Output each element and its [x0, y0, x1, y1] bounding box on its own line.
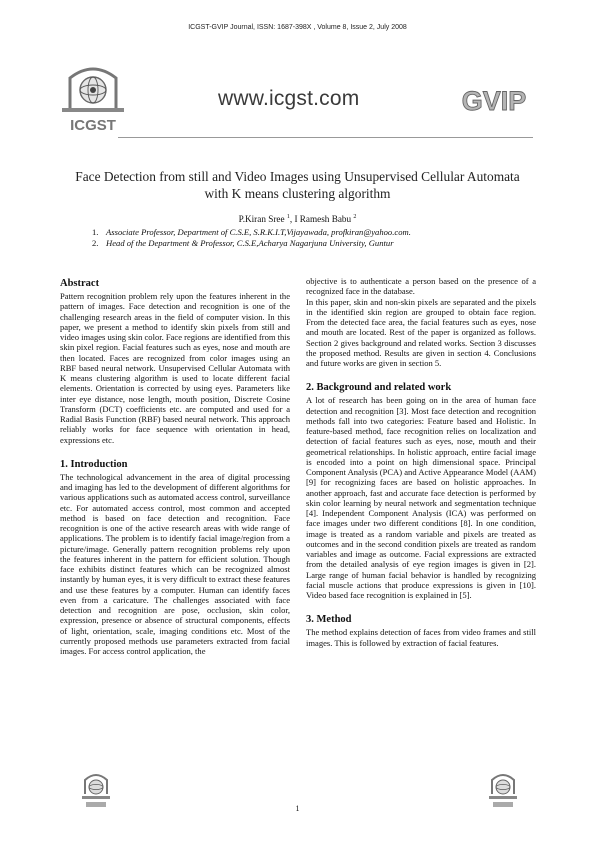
section-gap	[306, 368, 536, 382]
introduction-continued-text: objective is to authenticate a person based on the presence of a recognized face in the database.	[306, 276, 536, 297]
introduction-continued-text: In this paper, skin and non-skin pixels are separated and the pixels in the identified skin region are grouped to obtain face region. From the detected face area, the facial features such as eyes, nose and mouth are located. Rest of the paper is organized as follows. Section 2 gives background and related works. Section 3 discusses the proposed method. Results are given in section 4. Conclusions and future works are given in section 5.	[306, 296, 536, 368]
gvip-logo	[455, 84, 533, 116]
background-text: A lot of research has been going on in the area of human face detection and recognition [3]. Most face detection and recognition methods fall into two categories: Feature based and Holistic. In feature-based method, face recognition relies on localization and detection of facial features such as eyes, nose, mouth and their geometrical relationships. In holistic approach, entire facial image is encoded into a point on high dimensional space. Principal Component Analysis (PCA) and Active Appearance Model (AAM) [9] for recognizing faces are based on holistic approaches. In another approach, fast and accurate face detection is performed by skin color learning by neural network and segmentation technique [4]. Independent Component Analysis (ICA) was performed on face images under two different conditions [8]. In one condition, image is treated as a random variable and pixels are treated as outcomes and in the second condition pixels are treated as random variables and image as outcome. Facial expressions are extracted from the detailed analysis of eye region images is given in [2]. Large range of human facial behavior is handled by recognizing facial muscle actions that produce expressions is given in [10]. Video based face recognition is explained in [5].	[306, 395, 536, 600]
author-line: P.Kiran Sree $^1$, I Ramesh Babu $^2$	[238, 214, 357, 225]
banner-rule	[118, 137, 533, 138]
left-column	[60, 278, 290, 656]
introduction-heading: 1. Introduction	[60, 458, 128, 470]
author-name: P.Kiran Sree	[238, 214, 285, 225]
affiliation-number: 1.	[92, 227, 99, 237]
introduction-text: The technological advancement in the area of digital processing and imaging has led to the development of different algorithms for various applications such as automated access control, surveillance etc. For automated access control, most common and accepted method is based on face detection and recognition. Face recognition is one of the active research areas with wide range of applications. The problem is to identify facial image/region from a picture/image. Generally pattern recognition problems rely upon the features inherent in the pattern for efficient solution. Though face exhibits distinct features which can be recognized almost instantly by human eyes, it is very difficult to extract these features and use these features by a computer. Human can identify faces even from a caricature. The challenges associated with face detection and recognition are pose, occlusion, skin color, expression, presence or absence of structural components, effects of light, orientation, scale, imaging conditions etc. Most of the currently proposed methods use parameters extracted from facial images. For access control application, the	[60, 471, 290, 656]
affiliation-number: 2.	[92, 238, 99, 248]
method-text: The method explains detection of faces from video frames and still images. This is followed by extraction of facial features.	[306, 627, 536, 648]
background-heading: 2. Background and related work	[306, 382, 452, 394]
seal-icon	[487, 770, 519, 810]
logo-right-text: GVIP	[461, 86, 527, 116]
affiliations-list	[92, 227, 542, 249]
section-gap	[306, 600, 536, 614]
abstract-heading: Abstract	[60, 278, 100, 289]
abstract-text: Pattern recognition problem rely upon the features inherent in the pattern of images. Face detection and recognition is one of the challenging research areas in the field of computer vision. In this paper, we present a method to identify skin pixels from still and video images using skin color. Face regions are identified from this skin pixel region. Facial features such as eyes, nose and mouth are then located. Faces are recognized from color images using an RBF based neural network. Unsupervised Cellular Automata with K means clustering algorithm is used to locate different facial elements. Orientation is corrected by using eyes. Parameters like inter eye distance, nose length, mouth position, Discrete Cosine Transform (DCT) coefficients etc. are computed and used for a Radial Basis Function (RBF) based neural network. This approach reliably works for face sequence with orientation in head, expressions etc.	[60, 291, 291, 445]
paper-title: Face Detection from still and Video Images using Unsupervised Cellular Automata with K means clustering algorithm	[75, 169, 520, 201]
page-number: 1	[295, 804, 300, 813]
site-url[interactable]: www.icgst.com	[218, 87, 360, 110]
right-column	[306, 276, 536, 648]
author-sup: 1	[286, 214, 290, 220]
journal-header: ICGST-GVIP Journal, ISSN: 1687-398X , Volume 8, Issue 2, July 2008	[188, 24, 407, 31]
section-gap	[60, 445, 290, 459]
affiliation-item	[92, 238, 542, 249]
icgst-logo	[58, 62, 128, 136]
method-heading: 3. Method	[306, 614, 352, 626]
banner	[58, 62, 533, 140]
author-sup: 2	[353, 214, 357, 220]
author-name: I Ramesh Babu	[294, 214, 352, 225]
affiliation-item	[92, 227, 542, 238]
logo-left-text: ICGST	[70, 117, 116, 134]
affiliation-text: Head of the Department & Professor, C.S.E,Acharya Nagarjuna University, Guntur	[106, 238, 394, 248]
affiliation-text: Associate Professor, Department of C.S.E, S.R.K.I.T,Vijayawada, profkiran@yahoo.com.	[106, 227, 411, 237]
